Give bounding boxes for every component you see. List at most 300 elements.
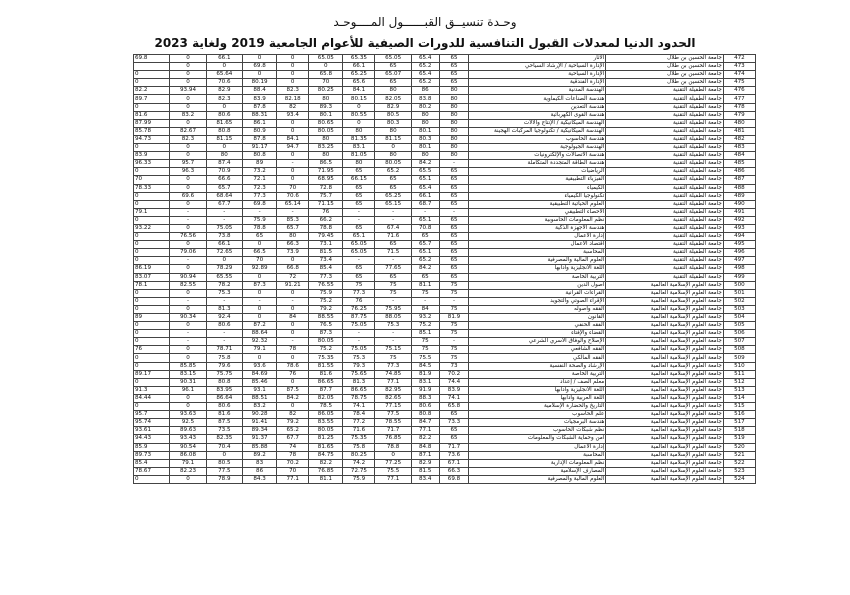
cell-major-name: الإرشاد والصحة النفسية: [469, 362, 606, 370]
cell-min-2022-a: 92.32: [242, 338, 276, 346]
cell-min-2021-a: 89.3: [309, 103, 343, 111]
cell-min-2020-b: 0: [343, 103, 375, 111]
cell-min-2020-b: 65: [343, 273, 375, 281]
cell-min-2021-b: 0: [277, 289, 309, 297]
cell-min-2019: 65.2: [411, 257, 439, 265]
cell-min-2023-b: 95.74: [134, 419, 170, 427]
cell-min-2023-b: 82.2: [134, 87, 170, 95]
cell-row-number: 499: [723, 273, 755, 281]
cell-min-2022-b: 83.95: [206, 386, 242, 394]
cell-min-2022-b: -: [206, 330, 242, 338]
cell-min-2020-b: 66.15: [343, 176, 375, 184]
cell-min-2020-a: 78.55: [375, 419, 411, 427]
cell-row-number: 507: [723, 338, 755, 346]
cell-min-base: 65: [439, 63, 469, 71]
cell-min-2023-a: 90.94: [170, 273, 206, 281]
cell-row-number: 489: [723, 192, 755, 200]
cell-min-2021-b: 72: [277, 273, 309, 281]
cell-min-2022-b: 87.4: [206, 160, 242, 168]
cell-min-2021-a: 86.5: [309, 160, 343, 168]
cell-min-2023-b: 0: [134, 362, 170, 370]
cell-min-2023-b: 78.67: [134, 467, 170, 475]
cell-university-name: جامعة الطفيلة التقنية: [606, 160, 724, 168]
cell-min-base: -: [439, 297, 469, 305]
cell-major-name: هندسة الأجهزة الذكية: [469, 224, 606, 232]
cell-min-2022-b: 78.9: [206, 475, 242, 483]
cell-min-2021-b: 66.8: [277, 265, 309, 273]
cell-min-2021-a: 65.8: [309, 71, 343, 79]
cell-min-2019: 80.6: [411, 403, 439, 411]
table-row: [134, 79, 756, 87]
cell-row-number: 496: [723, 249, 755, 257]
cell-min-2021-b: 65.14: [277, 200, 309, 208]
cell-min-base: 65: [439, 216, 469, 224]
cell-min-2021-b: 0: [277, 257, 309, 265]
cell-major-name: الفقه المالكي: [469, 354, 606, 362]
cell-min-2021-a: 87.7: [309, 386, 343, 394]
cell-min-2020-b: 0: [343, 119, 375, 127]
cell-min-2022-b: 79.6: [206, 362, 242, 370]
cell-major-name: هندسة القوى الكهربائية: [469, 111, 606, 119]
cell-min-2022-a: 88.51: [242, 394, 276, 402]
cell-min-2020-b: 65: [343, 224, 375, 232]
cell-min-2020-b: 86.65: [343, 386, 375, 394]
cell-min-2021-b: -: [277, 160, 309, 168]
table-row: [134, 127, 756, 135]
cell-university-name: جامعة الطفيلة التقنية: [606, 111, 724, 119]
cell-min-2020-b: 81.05: [343, 152, 375, 160]
cell-min-2020-a: 65: [375, 273, 411, 281]
cell-row-number: 482: [723, 135, 755, 143]
cell-min-2023-a: 0: [170, 354, 206, 362]
cell-min-2022-b: -: [206, 208, 242, 216]
cell-min-2023-a: 0: [170, 152, 206, 160]
cell-row-number: 502: [723, 297, 755, 305]
cell-min-base: 80: [439, 119, 469, 127]
cell-min-2020-b: 75.9: [343, 475, 375, 483]
cell-min-2021-a: 81.65: [309, 443, 343, 451]
cell-university-name: جامعة الطفيلة التقنية: [606, 208, 724, 216]
cell-min-2021-a: 83.25: [309, 144, 343, 152]
cell-university-name: جامعة العلوم الإسلامية العالمية: [606, 289, 724, 297]
cell-min-2021-a: 65.05: [309, 55, 343, 63]
cell-min-2022-a: 85.88: [242, 443, 276, 451]
cell-major-name: إدارة الأعمال: [469, 443, 606, 451]
cell-min-2020-b: 65.35: [343, 55, 375, 63]
cell-min-2022-a: 84.3: [242, 475, 276, 483]
cell-min-2023-a: 0: [170, 346, 206, 354]
cell-min-2022-a: 89.2: [242, 451, 276, 459]
cell-min-2022-b: 81.6: [206, 411, 242, 419]
cell-min-2021-b: 84: [277, 314, 309, 322]
cell-min-2020-a: 65.07: [375, 71, 411, 79]
cell-min-2022-b: 65.7: [206, 184, 242, 192]
cell-min-2020-a: 80: [375, 127, 411, 135]
cell-row-number: 475: [723, 79, 755, 87]
cell-min-2021-b: 73.9: [277, 249, 309, 257]
cell-major-name: العلوم المالية والمصرفية: [469, 475, 606, 483]
cell-min-2020-a: 75.3: [375, 322, 411, 330]
cell-min-2019: 82.2: [411, 435, 439, 443]
cell-min-2021-a: 71.95: [309, 168, 343, 176]
cell-min-2023-a: 83.2: [170, 111, 206, 119]
table-row: [134, 216, 756, 224]
cell-min-2019: 87.1: [411, 451, 439, 459]
cell-min-2021-a: 80.05: [309, 427, 343, 435]
cell-min-2022-a: 92.89: [242, 265, 276, 273]
cell-min-2022-b: 0: [206, 451, 242, 459]
cell-min-2023-a: 82.55: [170, 281, 206, 289]
cell-row-number: 498: [723, 265, 755, 273]
cell-min-2022-a: 88.64: [242, 330, 276, 338]
cell-min-base: -: [439, 160, 469, 168]
cell-min-2019: 84.5: [411, 362, 439, 370]
cell-min-2021-b: 84.2: [277, 394, 309, 402]
cell-min-2022-a: 0: [242, 305, 276, 313]
cell-min-2022-a: 90.28: [242, 411, 276, 419]
table-row: [134, 265, 756, 273]
cell-min-2022-a: 86: [242, 467, 276, 475]
cell-min-2021-a: 80.25: [309, 87, 343, 95]
cell-min-2019: 77.1: [411, 427, 439, 435]
cell-min-2020-a: 80.05: [375, 160, 411, 168]
cell-min-2021-a: 76.85: [309, 467, 343, 475]
cell-min-2020-a: -: [375, 338, 411, 346]
cell-min-2022-b: 81.65: [206, 119, 242, 127]
cell-min-2021-b: 82.18: [277, 95, 309, 103]
cell-row-number: 517: [723, 419, 755, 427]
cell-min-2020-a: -: [375, 297, 411, 305]
cell-min-2023-b: 78.33: [134, 184, 170, 192]
cell-min-2021-b: 74: [277, 443, 309, 451]
cell-min-2020-b: 75: [343, 281, 375, 289]
cell-min-2020-b: 76.25: [343, 305, 375, 313]
cell-min-2020-b: 75.8: [343, 443, 375, 451]
table-row: [134, 314, 756, 322]
cell-min-2023-a: 0: [170, 322, 206, 330]
cell-major-name: اقتصاد الأعمال: [469, 241, 606, 249]
cell-min-base: 73: [439, 362, 469, 370]
cell-min-2019: 65.1: [411, 249, 439, 257]
cell-min-2021-a: 70: [309, 79, 343, 87]
cell-min-2021-b: 78: [277, 346, 309, 354]
cell-university-name: جامعة الطفيلة التقنية: [606, 200, 724, 208]
cell-min-2019: 75: [411, 338, 439, 346]
cell-min-2020-b: 74.1: [343, 403, 375, 411]
cell-min-2021-a: 84.75: [309, 451, 343, 459]
cell-min-2021-a: 80: [309, 95, 343, 103]
cell-university-name: جامعة الطفيلة التقنية: [606, 176, 724, 184]
cell-row-number: 478: [723, 103, 755, 111]
cell-min-2023-b: [134, 63, 170, 71]
cell-min-2020-b: 71.6: [343, 427, 375, 435]
cell-min-2021-a: 81.1: [309, 475, 343, 483]
cell-min-2022-a: 0: [242, 354, 276, 362]
cell-min-2021-a: 75.35: [309, 354, 343, 362]
cell-min-2021-a: 71.15: [309, 200, 343, 208]
cell-major-name: هندسة الاتصالات والإلكترونيات: [469, 152, 606, 160]
cell-major-name: علم الحاسوب: [469, 411, 606, 419]
cell-min-base: 80: [439, 111, 469, 119]
cell-min-2020-a: 77.1: [375, 475, 411, 483]
cell-university-name: جامعة الطفيلة التقنية: [606, 103, 724, 111]
cell-major-name: الإدارة الفندقية: [469, 79, 606, 87]
cell-min-2023-b: 0: [134, 297, 170, 305]
cell-min-base: 65: [439, 55, 469, 63]
cell-min-2023-b: 0: [134, 192, 170, 200]
cell-min-2023-b: 0: [134, 71, 170, 79]
table-row: [134, 55, 756, 63]
cell-min-2022-b: 70.9: [206, 168, 242, 176]
table-row: [134, 354, 756, 362]
cell-min-2020-a: 80.3: [375, 119, 411, 127]
cell-min-2019: 65.2: [411, 63, 439, 71]
cell-min-2020-b: 80.15: [343, 95, 375, 103]
cell-min-base: 73.3: [439, 419, 469, 427]
cell-row-number: 474: [723, 71, 755, 79]
cell-row-number: 516: [723, 411, 755, 419]
table-row: [134, 135, 756, 143]
cell-min-2023-a: 79.06: [170, 249, 206, 257]
table-row: [134, 192, 756, 200]
cell-min-2022-a: 65: [242, 233, 276, 241]
cell-min-2020-b: 83.1: [343, 144, 375, 152]
cell-min-2022-b: 78.2: [206, 281, 242, 289]
cell-university-name: جامعة الطفيلة التقنية: [606, 224, 724, 232]
cell-min-base: 65: [439, 200, 469, 208]
cell-min-2022-b: 75.8: [206, 354, 242, 362]
cell-min-2023-a: 93.43: [170, 435, 206, 443]
cell-min-base: 65: [439, 79, 469, 87]
cell-min-base: 65: [439, 273, 469, 281]
cell-major-name: الهندسة الجيولوجية: [469, 144, 606, 152]
cell-min-2023-a: 90.31: [170, 378, 206, 386]
cell-min-2023-b: 0: [134, 103, 170, 111]
cell-min-2021-b: 77.1: [277, 475, 309, 483]
cell-min-2019: 84: [411, 305, 439, 313]
cell-min-2023-b: 0: [134, 289, 170, 297]
cell-min-2020-a: 75: [375, 281, 411, 289]
cell-min-2023-a: 0: [170, 63, 206, 71]
cell-min-base: 83.9: [439, 386, 469, 394]
cell-major-name: التربية الخاصة: [469, 273, 606, 281]
cell-min-base: 65: [439, 427, 469, 435]
cell-university-name: جامعة الطفيلة التقنية: [606, 168, 724, 176]
cell-row-number: 512: [723, 378, 755, 386]
cell-min-2019: 80.2: [411, 103, 439, 111]
cell-row-number: 490: [723, 200, 755, 208]
cell-min-2020-b: 65.25: [343, 71, 375, 79]
cell-min-2022-b: 78.29: [206, 265, 242, 273]
table-row: [134, 394, 756, 402]
cell-university-name: جامعة الطفيلة التقنية: [606, 241, 724, 249]
cell-min-2019: 84.2: [411, 160, 439, 168]
table-row: [134, 257, 756, 265]
cell-min-2022-b: 80.6: [206, 111, 242, 119]
cell-min-2021-b: 78: [277, 451, 309, 459]
cell-min-2021-a: 80.05: [309, 127, 343, 135]
cell-min-2021-b: 0: [277, 176, 309, 184]
admission-table: [133, 54, 756, 484]
cell-min-2020-b: 76: [343, 297, 375, 305]
cell-min-2020-a: 71.7: [375, 427, 411, 435]
cell-min-2022-b: 81.3: [206, 305, 242, 313]
cell-min-2021-a: 66.2: [309, 216, 343, 224]
cell-min-2021-a: 81.6: [309, 370, 343, 378]
cell-major-name: الكيمياء: [469, 184, 606, 192]
cell-min-2019: 65.7: [411, 241, 439, 249]
cell-min-2020-a: 65: [375, 79, 411, 87]
cell-min-2023-a: 0: [170, 403, 206, 411]
cell-min-2023-b: 84.44: [134, 394, 170, 402]
cell-min-2023-a: 90.34: [170, 314, 206, 322]
cell-min-base: 80: [439, 152, 469, 160]
cell-university-name: جامعة العلوم الإسلامية العالمية: [606, 467, 724, 475]
cell-min-2022-a: 66.5: [242, 249, 276, 257]
cell-min-base: -: [439, 338, 469, 346]
cell-row-number: 504: [723, 314, 755, 322]
table-row: [134, 370, 756, 378]
cell-min-2021-a: 80: [309, 152, 343, 160]
cell-min-2023-b: 89.73: [134, 451, 170, 459]
table-row: [134, 322, 756, 330]
cell-min-2019: 65.4: [411, 184, 439, 192]
cell-min-2023-a: 85.85: [170, 362, 206, 370]
cell-min-2021-a: 76: [309, 208, 343, 216]
cell-min-2021-b: 91.21: [277, 281, 309, 289]
cell-min-2019: 88.3: [411, 394, 439, 402]
cell-min-2022-a: 69.8: [242, 63, 276, 71]
cell-major-name: الهندسة الميكانيكية / الإنتاج والآلات: [469, 119, 606, 127]
cell-min-2019: 68.7: [411, 200, 439, 208]
cell-min-2020-b: 75.65: [343, 370, 375, 378]
cell-min-2020-a: 81.15: [375, 135, 411, 143]
table-row: [134, 241, 756, 249]
cell-min-base: 65: [439, 241, 469, 249]
cell-min-base: 69.8: [439, 475, 469, 483]
table-row: [134, 95, 756, 103]
cell-university-name: جامعة الطفيلة التقنية: [606, 192, 724, 200]
cell-min-2022-b: 86.64: [206, 394, 242, 402]
cell-min-2023-b: 89: [134, 314, 170, 322]
cell-min-2022-a: 79.1: [242, 346, 276, 354]
cell-min-2023-b: 89.7: [134, 95, 170, 103]
cell-min-2021-a: 87.3: [309, 330, 343, 338]
cell-min-2021-a: 0: [309, 63, 343, 71]
cell-min-2021-b: 94.7: [277, 144, 309, 152]
cell-major-name: الإدارة السياحية / الإرشاد السياحي: [469, 63, 606, 71]
cell-major-name: هندسة التعدين: [469, 103, 606, 111]
cell-row-number: 481: [723, 127, 755, 135]
cell-university-name: جامعة الطفيلة التقنية: [606, 184, 724, 192]
cell-major-name: التربية الخاصة: [469, 370, 606, 378]
cell-min-2021-a: 81.55: [309, 362, 343, 370]
cell-min-2022-a: 73.2: [242, 168, 276, 176]
table-row: [134, 152, 756, 160]
cell-min-2023-b: 76: [134, 346, 170, 354]
cell-university-name: جامعة الطفيلة التقنية: [606, 233, 724, 241]
cell-min-2022-a: 93.1: [242, 386, 276, 394]
cell-min-2019: 85.1: [411, 330, 439, 338]
cell-min-base: 80: [439, 127, 469, 135]
cell-min-2022-a: -: [242, 208, 276, 216]
cell-row-number: 495: [723, 241, 755, 249]
cell-min-2019: 86: [411, 87, 439, 95]
cell-min-base: 66.3: [439, 467, 469, 475]
cell-min-2019: 84.8: [411, 443, 439, 451]
table-row: [134, 144, 756, 152]
cell-min-2020-b: 65.05: [343, 241, 375, 249]
cell-min-2021-b: 85.3: [277, 216, 309, 224]
cell-min-2021-a: 73.1: [309, 241, 343, 249]
cell-min-2020-b: 65: [343, 265, 375, 273]
cell-min-2022-a: 70: [242, 257, 276, 265]
cell-min-base: 65: [439, 71, 469, 79]
cell-min-2022-a: 0: [242, 71, 276, 79]
cell-min-2023-a: 0: [170, 103, 206, 111]
cell-min-2023-b: 87.99: [134, 119, 170, 127]
cell-major-name: اللغة الانجليزية وآدابها: [469, 386, 606, 394]
cell-min-2022-a: 84.69: [242, 370, 276, 378]
cell-min-2021-a: 78.8: [309, 224, 343, 232]
cell-university-name: جامعة الحسين بن طلال: [606, 71, 724, 79]
cell-min-base: 65.8: [439, 403, 469, 411]
cell-min-2023-b: 83.07: [134, 273, 170, 281]
cell-min-2020-b: 81.3: [343, 378, 375, 386]
cell-min-2022-a: 83.2: [242, 403, 276, 411]
table-row: [134, 111, 756, 119]
cell-min-2023-b: 70: [134, 176, 170, 184]
cell-min-2020-a: 82.05: [375, 95, 411, 103]
cell-min-2020-a: 65.05: [375, 55, 411, 63]
cell-min-2019: 83.8: [411, 95, 439, 103]
cell-university-name: جامعة العلوم الإسلامية العالمية: [606, 322, 724, 330]
cell-min-2022-b: 80.6: [206, 403, 242, 411]
cell-row-number: 480: [723, 119, 755, 127]
cell-min-2022-b: 80: [206, 152, 242, 160]
cell-min-2019: 66.1: [411, 192, 439, 200]
cell-min-2021-b: 0: [277, 168, 309, 176]
cell-min-2020-b: 65: [343, 192, 375, 200]
cell-major-name: اللغة العربية وآدابها: [469, 394, 606, 402]
cell-min-2023-a: 0: [170, 71, 206, 79]
cell-min-2022-b: 82.3: [206, 95, 242, 103]
cell-min-2020-a: 75: [375, 289, 411, 297]
cell-major-name: الإصلاح والوفاق الأسري الشرعي: [469, 338, 606, 346]
cell-min-2022-a: -: [242, 297, 276, 305]
cell-min-2023-a: 0: [170, 119, 206, 127]
cell-min-2021-b: 0: [277, 127, 309, 135]
cell-university-name: جامعة الطفيلة التقنية: [606, 265, 724, 273]
cell-min-2021-b: 65.7: [277, 224, 309, 232]
cell-min-2021-a: 81.25: [309, 435, 343, 443]
cell-min-2021-b: 0: [277, 322, 309, 330]
cell-min-2022-a: 0: [242, 55, 276, 63]
cell-min-2021-b: 0: [277, 403, 309, 411]
cell-min-2021-b: 65.2: [277, 427, 309, 435]
cell-min-2021-b: 87.5: [277, 386, 309, 394]
cell-min-2023-a: -: [170, 216, 206, 224]
cell-min-2019: 81.5: [411, 467, 439, 475]
cell-university-name: جامعة العلوم الإسلامية العالمية: [606, 443, 724, 451]
cell-major-name: الرياضيات: [469, 168, 606, 176]
cell-min-2019: 80: [411, 119, 439, 127]
cell-min-2023-a: 0: [170, 144, 206, 152]
cell-row-number: 514: [723, 394, 755, 402]
cell-university-name: جامعة العلوم الإسلامية العالمية: [606, 451, 724, 459]
cell-min-2020-a: 80: [375, 87, 411, 95]
table-row: [134, 386, 756, 394]
